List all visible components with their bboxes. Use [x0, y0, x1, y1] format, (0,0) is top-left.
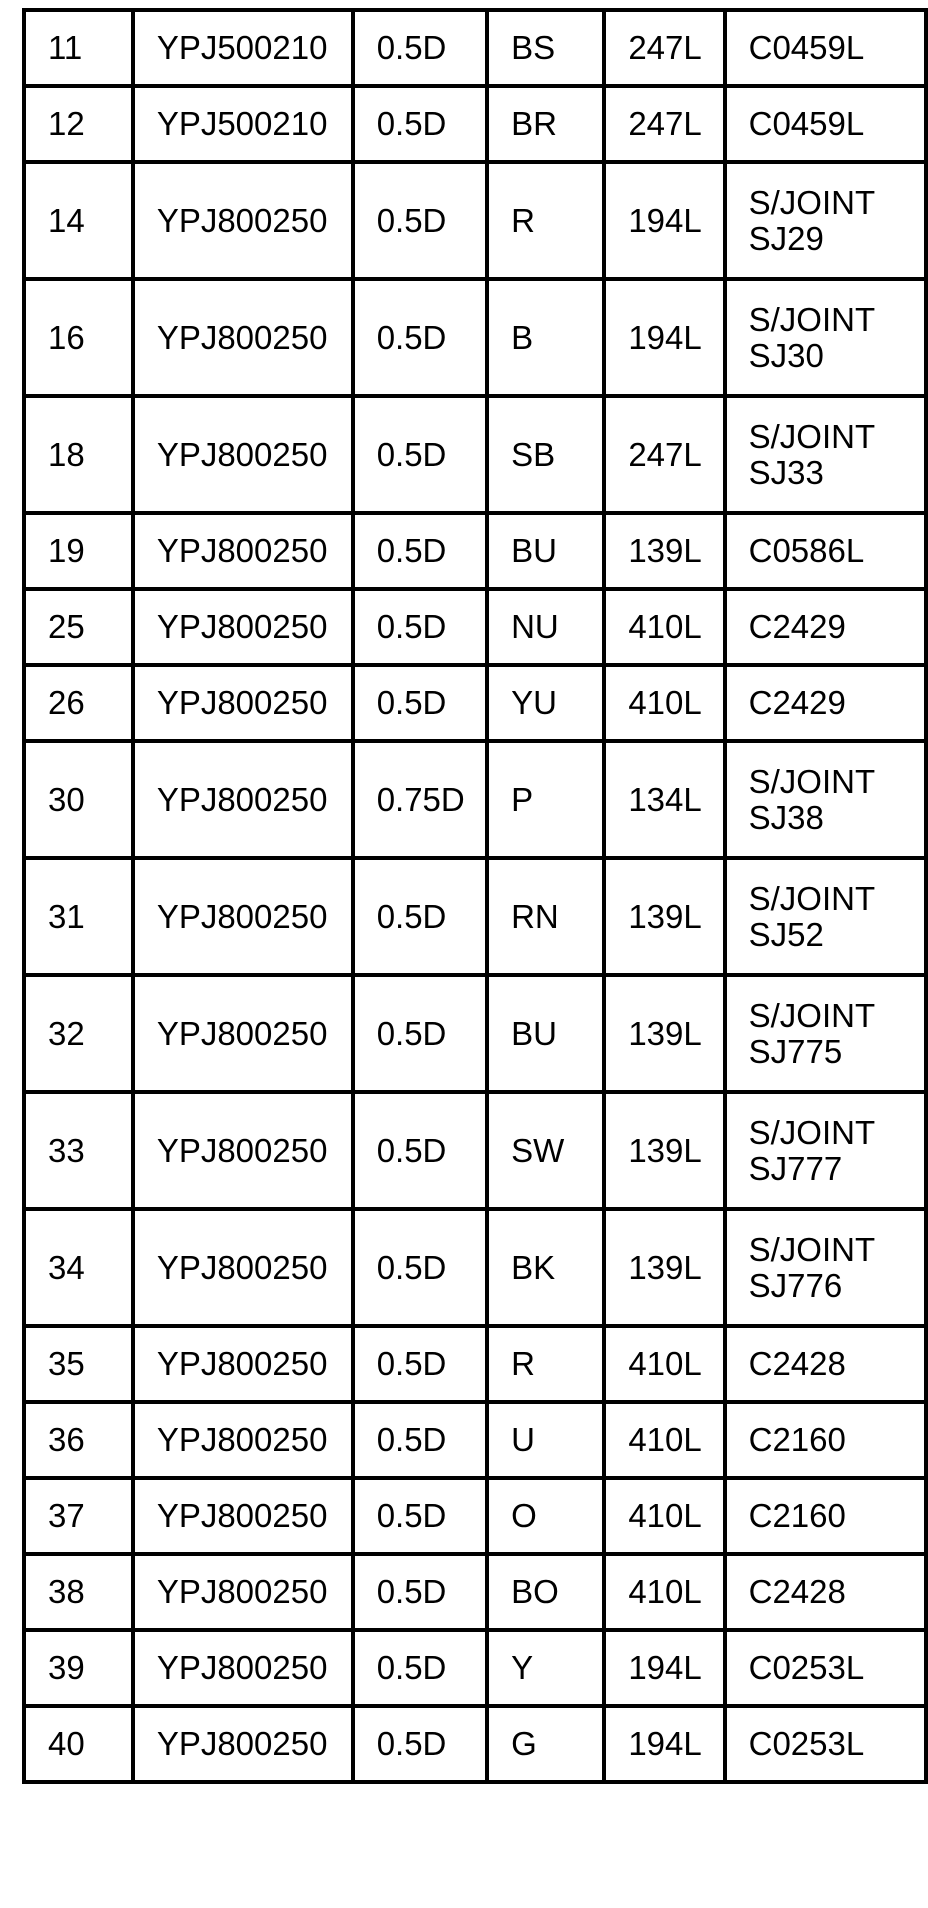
cell-wire-color: NU [487, 589, 604, 665]
destination-line: SJ33 [748, 453, 824, 491]
cell-length: 139L [604, 858, 724, 975]
cell-wire-color: R [487, 1326, 604, 1402]
destination-line: C0586L [748, 532, 865, 569]
destination-line: C0253L [748, 1725, 865, 1762]
destination-line: S/JOINT [748, 417, 876, 455]
table-row [24, 162, 926, 279]
cell-part-number: YPJ800250 [133, 975, 353, 1092]
cell-part-number: YPJ800250 [133, 1554, 353, 1630]
cell-length: 410L [604, 1402, 724, 1478]
cell-part-number: YPJ800250 [133, 513, 353, 589]
destination-line: S/JOINT [748, 1230, 876, 1268]
cell-wire-size: 0.5D [353, 86, 487, 162]
cell-length: 410L [604, 1478, 724, 1554]
cell-destination [725, 396, 926, 513]
cell-number: 26 [24, 665, 133, 741]
cell-length: 410L [604, 1554, 724, 1630]
destination-line: C0459L [748, 29, 865, 66]
table-row [24, 513, 926, 589]
cell-part-number: YPJ800250 [133, 162, 353, 279]
cell-length: 194L [604, 162, 724, 279]
cell-length: 194L [604, 1630, 724, 1706]
cell-length: 247L [604, 396, 724, 513]
cell-wire-size: 0.5D [353, 1630, 487, 1706]
cell-destination [725, 665, 926, 741]
cell-wire-color: G [487, 1706, 604, 1782]
cell-part-number: YPJ800250 [133, 1402, 353, 1478]
cell-number: 36 [24, 1402, 133, 1478]
cell-destination [725, 1554, 926, 1630]
cell-wire-color: U [487, 1402, 604, 1478]
destination-line: SJ776 [748, 1266, 843, 1304]
cell-destination [725, 1326, 926, 1402]
cell-destination [725, 858, 926, 975]
cell-length: 410L [604, 1326, 724, 1402]
cell-destination [725, 162, 926, 279]
destination-line: SJ30 [748, 336, 824, 374]
cell-length: 139L [604, 1092, 724, 1209]
cell-wire-color: RN [487, 858, 604, 975]
table-row [24, 1478, 926, 1554]
cell-number: 18 [24, 396, 133, 513]
cell-part-number: YPJ500210 [133, 10, 353, 86]
cell-wire-size: 0.5D [353, 1209, 487, 1326]
cell-number: 11 [24, 10, 133, 86]
cell-part-number: YPJ800250 [133, 279, 353, 396]
cell-destination [725, 513, 926, 589]
cell-number: 30 [24, 741, 133, 858]
table-row [24, 1706, 926, 1782]
cell-wire-color: O [487, 1478, 604, 1554]
destination-line: C0253L [748, 1649, 865, 1686]
cell-wire-size: 0.5D [353, 665, 487, 741]
cell-wire-color: BR [487, 86, 604, 162]
destination-line: S/JOINT [748, 300, 876, 338]
cell-destination [725, 10, 926, 86]
cell-number: 31 [24, 858, 133, 975]
table-row [24, 10, 926, 86]
table-row [24, 1209, 926, 1326]
cell-part-number: YPJ800250 [133, 1209, 353, 1326]
destination-line: SJ29 [748, 219, 824, 257]
cell-length: 247L [604, 10, 724, 86]
wiring-table-body [24, 10, 926, 1782]
table-row [24, 1092, 926, 1209]
cell-part-number: YPJ800250 [133, 1092, 353, 1209]
cell-wire-size: 0.5D [353, 10, 487, 86]
destination-line: SJ775 [748, 1032, 843, 1070]
destination-line: SJ38 [748, 798, 824, 836]
cell-part-number: YPJ800250 [133, 741, 353, 858]
cell-length: 194L [604, 279, 724, 396]
cell-wire-color: P [487, 741, 604, 858]
cell-wire-size: 0.5D [353, 1478, 487, 1554]
table-row [24, 279, 926, 396]
cell-wire-size: 0.5D [353, 1402, 487, 1478]
cell-number: 35 [24, 1326, 133, 1402]
cell-wire-color: SB [487, 396, 604, 513]
cell-wire-size: 0.5D [353, 396, 487, 513]
cell-wire-color: SW [487, 1092, 604, 1209]
cell-number: 12 [24, 86, 133, 162]
destination-line: SJ52 [748, 915, 824, 953]
cell-destination [725, 86, 926, 162]
table-row [24, 1402, 926, 1478]
table-row [24, 1554, 926, 1630]
cell-number: 39 [24, 1630, 133, 1706]
cell-part-number: YPJ800250 [133, 1478, 353, 1554]
destination-line: S/JOINT [748, 879, 876, 917]
cell-number: 40 [24, 1706, 133, 1782]
cell-wire-color: BS [487, 10, 604, 86]
cell-destination [725, 1478, 926, 1554]
destination-line: C2428 [748, 1573, 846, 1610]
destination-line: S/JOINT [748, 996, 876, 1034]
cell-destination [725, 1630, 926, 1706]
cell-number: 19 [24, 513, 133, 589]
cell-part-number: YPJ800250 [133, 1630, 353, 1706]
cell-wire-color: R [487, 162, 604, 279]
destination-line: C2428 [748, 1345, 846, 1382]
wiring-table-container [22, 8, 928, 1784]
cell-wire-size: 0.5D [353, 589, 487, 665]
cell-wire-color: BO [487, 1554, 604, 1630]
table-row [24, 396, 926, 513]
destination-line: C2160 [748, 1421, 846, 1458]
cell-number: 38 [24, 1554, 133, 1630]
table-row [24, 741, 926, 858]
cell-wire-size: 0.5D [353, 975, 487, 1092]
cell-wire-color: Y [487, 1630, 604, 1706]
cell-wire-size: 0.75D [353, 741, 487, 858]
cell-part-number: YPJ800250 [133, 858, 353, 975]
cell-length: 139L [604, 513, 724, 589]
cell-wire-size: 0.5D [353, 513, 487, 589]
cell-part-number: YPJ800250 [133, 1326, 353, 1402]
cell-number: 34 [24, 1209, 133, 1326]
cell-wire-size: 0.5D [353, 1706, 487, 1782]
cell-number: 37 [24, 1478, 133, 1554]
cell-wire-color: BU [487, 513, 604, 589]
cell-wire-color: BU [487, 975, 604, 1092]
cell-length: 134L [604, 741, 724, 858]
cell-destination [725, 975, 926, 1092]
table-row [24, 86, 926, 162]
cell-part-number: YPJ800250 [133, 1706, 353, 1782]
cell-length: 139L [604, 1209, 724, 1326]
cell-wire-size: 0.5D [353, 162, 487, 279]
cell-wire-color: BK [487, 1209, 604, 1326]
destination-line: S/JOINT [748, 1113, 876, 1151]
cell-wire-size: 0.5D [353, 1554, 487, 1630]
table-row [24, 665, 926, 741]
table-row [24, 1326, 926, 1402]
cell-number: 32 [24, 975, 133, 1092]
cell-destination [725, 741, 926, 858]
cell-destination [725, 279, 926, 396]
destination-line: SJ777 [748, 1149, 843, 1187]
table-row [24, 858, 926, 975]
destination-line: S/JOINT [748, 183, 876, 221]
cell-wire-color: B [487, 279, 604, 396]
cell-destination [725, 1706, 926, 1782]
cell-part-number: YPJ800250 [133, 589, 353, 665]
cell-part-number: YPJ800250 [133, 665, 353, 741]
cell-number: 33 [24, 1092, 133, 1209]
destination-line: C0459L [748, 105, 865, 142]
cell-number: 25 [24, 589, 133, 665]
cell-length: 139L [604, 975, 724, 1092]
cell-wire-color: YU [487, 665, 604, 741]
cell-destination [725, 1092, 926, 1209]
cell-length: 247L [604, 86, 724, 162]
table-row [24, 975, 926, 1092]
cell-length: 194L [604, 1706, 724, 1782]
destination-line: C2160 [748, 1497, 846, 1534]
cell-part-number: YPJ800250 [133, 396, 353, 513]
cell-destination [725, 589, 926, 665]
cell-length: 410L [604, 589, 724, 665]
destination-line: C2429 [748, 608, 846, 645]
table-row [24, 589, 926, 665]
cell-wire-size: 0.5D [353, 279, 487, 396]
cell-destination [725, 1402, 926, 1478]
cell-part-number: YPJ500210 [133, 86, 353, 162]
cell-wire-size: 0.5D [353, 1326, 487, 1402]
table-row [24, 1630, 926, 1706]
cell-number: 16 [24, 279, 133, 396]
cell-number: 14 [24, 162, 133, 279]
cell-wire-size: 0.5D [353, 858, 487, 975]
wiring-table [22, 8, 928, 1784]
cell-length: 410L [604, 665, 724, 741]
cell-wire-size: 0.5D [353, 1092, 487, 1209]
cell-destination [725, 1209, 926, 1326]
destination-line: S/JOINT [748, 762, 876, 800]
destination-line: C2429 [748, 684, 846, 721]
